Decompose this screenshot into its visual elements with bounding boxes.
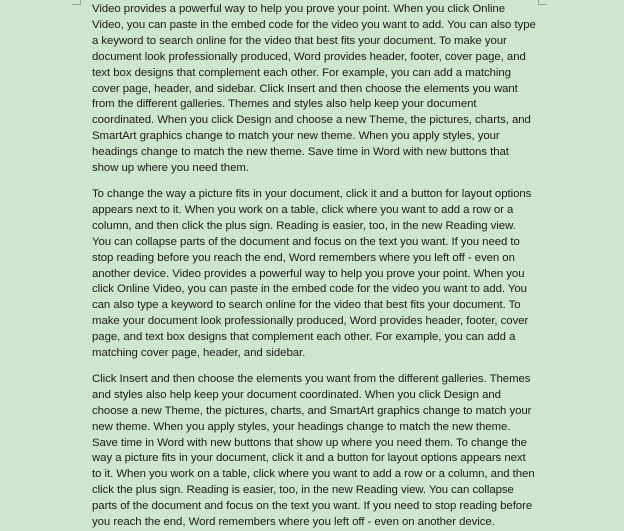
margin-corner-mark-left: [72, 0, 81, 5]
paragraph-2[interactable]: To change the way a picture fits in your document, click it and a button for layout options appears next to it. When you work on a table, click where you want to add a row or a column, and then click the plus sign. Reading is easier, too, in the new Reading view. You can collapse parts of the document and focus on the text you want. If you need to stop reading before you reach the end, Word remembers where you left off - even on another device. Video provides a powerful way to help you prove your point. When you click Online Video, you can paste in the embed code for the video you want to add. You can also type a keyword to search online for the video that best fits your document. To make your document look professionally produced, Word provides header, footer, cover page, and text box designs that complement each other. For example, you can add a matching cover page, header, and sidebar.: [92, 187, 532, 360]
paragraph-1[interactable]: Video provides a powerful way to help you prove your point. When you click Online Video, you can paste in the embed code for the video you want to add. You can also type a keyword to search online for the video that best fits your document. To make your document look professionally produced, Word provides header, footer, cover page, and text box designs that complement each other. For example, you can add a matching cover page, header, and sidebar. Click Insert and then choose the elements you want from the different galleries. Themes and styles also help keep your document coordinated. When you click Design and choose a new Theme, the pictures, charts, and SmartArt graphics change to match your new theme. When you apply styles, your headings change to match the new theme. Save time in Word with new buttons that show up where you need them.: [92, 3, 536, 175]
paragraph-3[interactable]: Click Insert and then choose the elements you want from the different galleries. Themes and styles also help keep your document coordinated. When you click Design and choose a new Theme, the pictures, charts, and SmartArt graphics change to match your new theme. When you apply styles, your headings change to match the new theme. Save time in Word with new buttons that show up where you need them. To change the way a picture fits in your document, click it and a button for layout options appears next to it. When you work on a table, click where you want to add a row or a column, and then click the plus sign. Reading is easier, too, in the new Reading view. You can collapse parts of the document and focus on the text you want. If you need to stop reading before you reach the end, Word remembers where you left off - even on another device.: [92, 372, 535, 529]
document-body[interactable]: [92, 2, 536, 531]
margin-corner-mark-right: [538, 0, 547, 5]
